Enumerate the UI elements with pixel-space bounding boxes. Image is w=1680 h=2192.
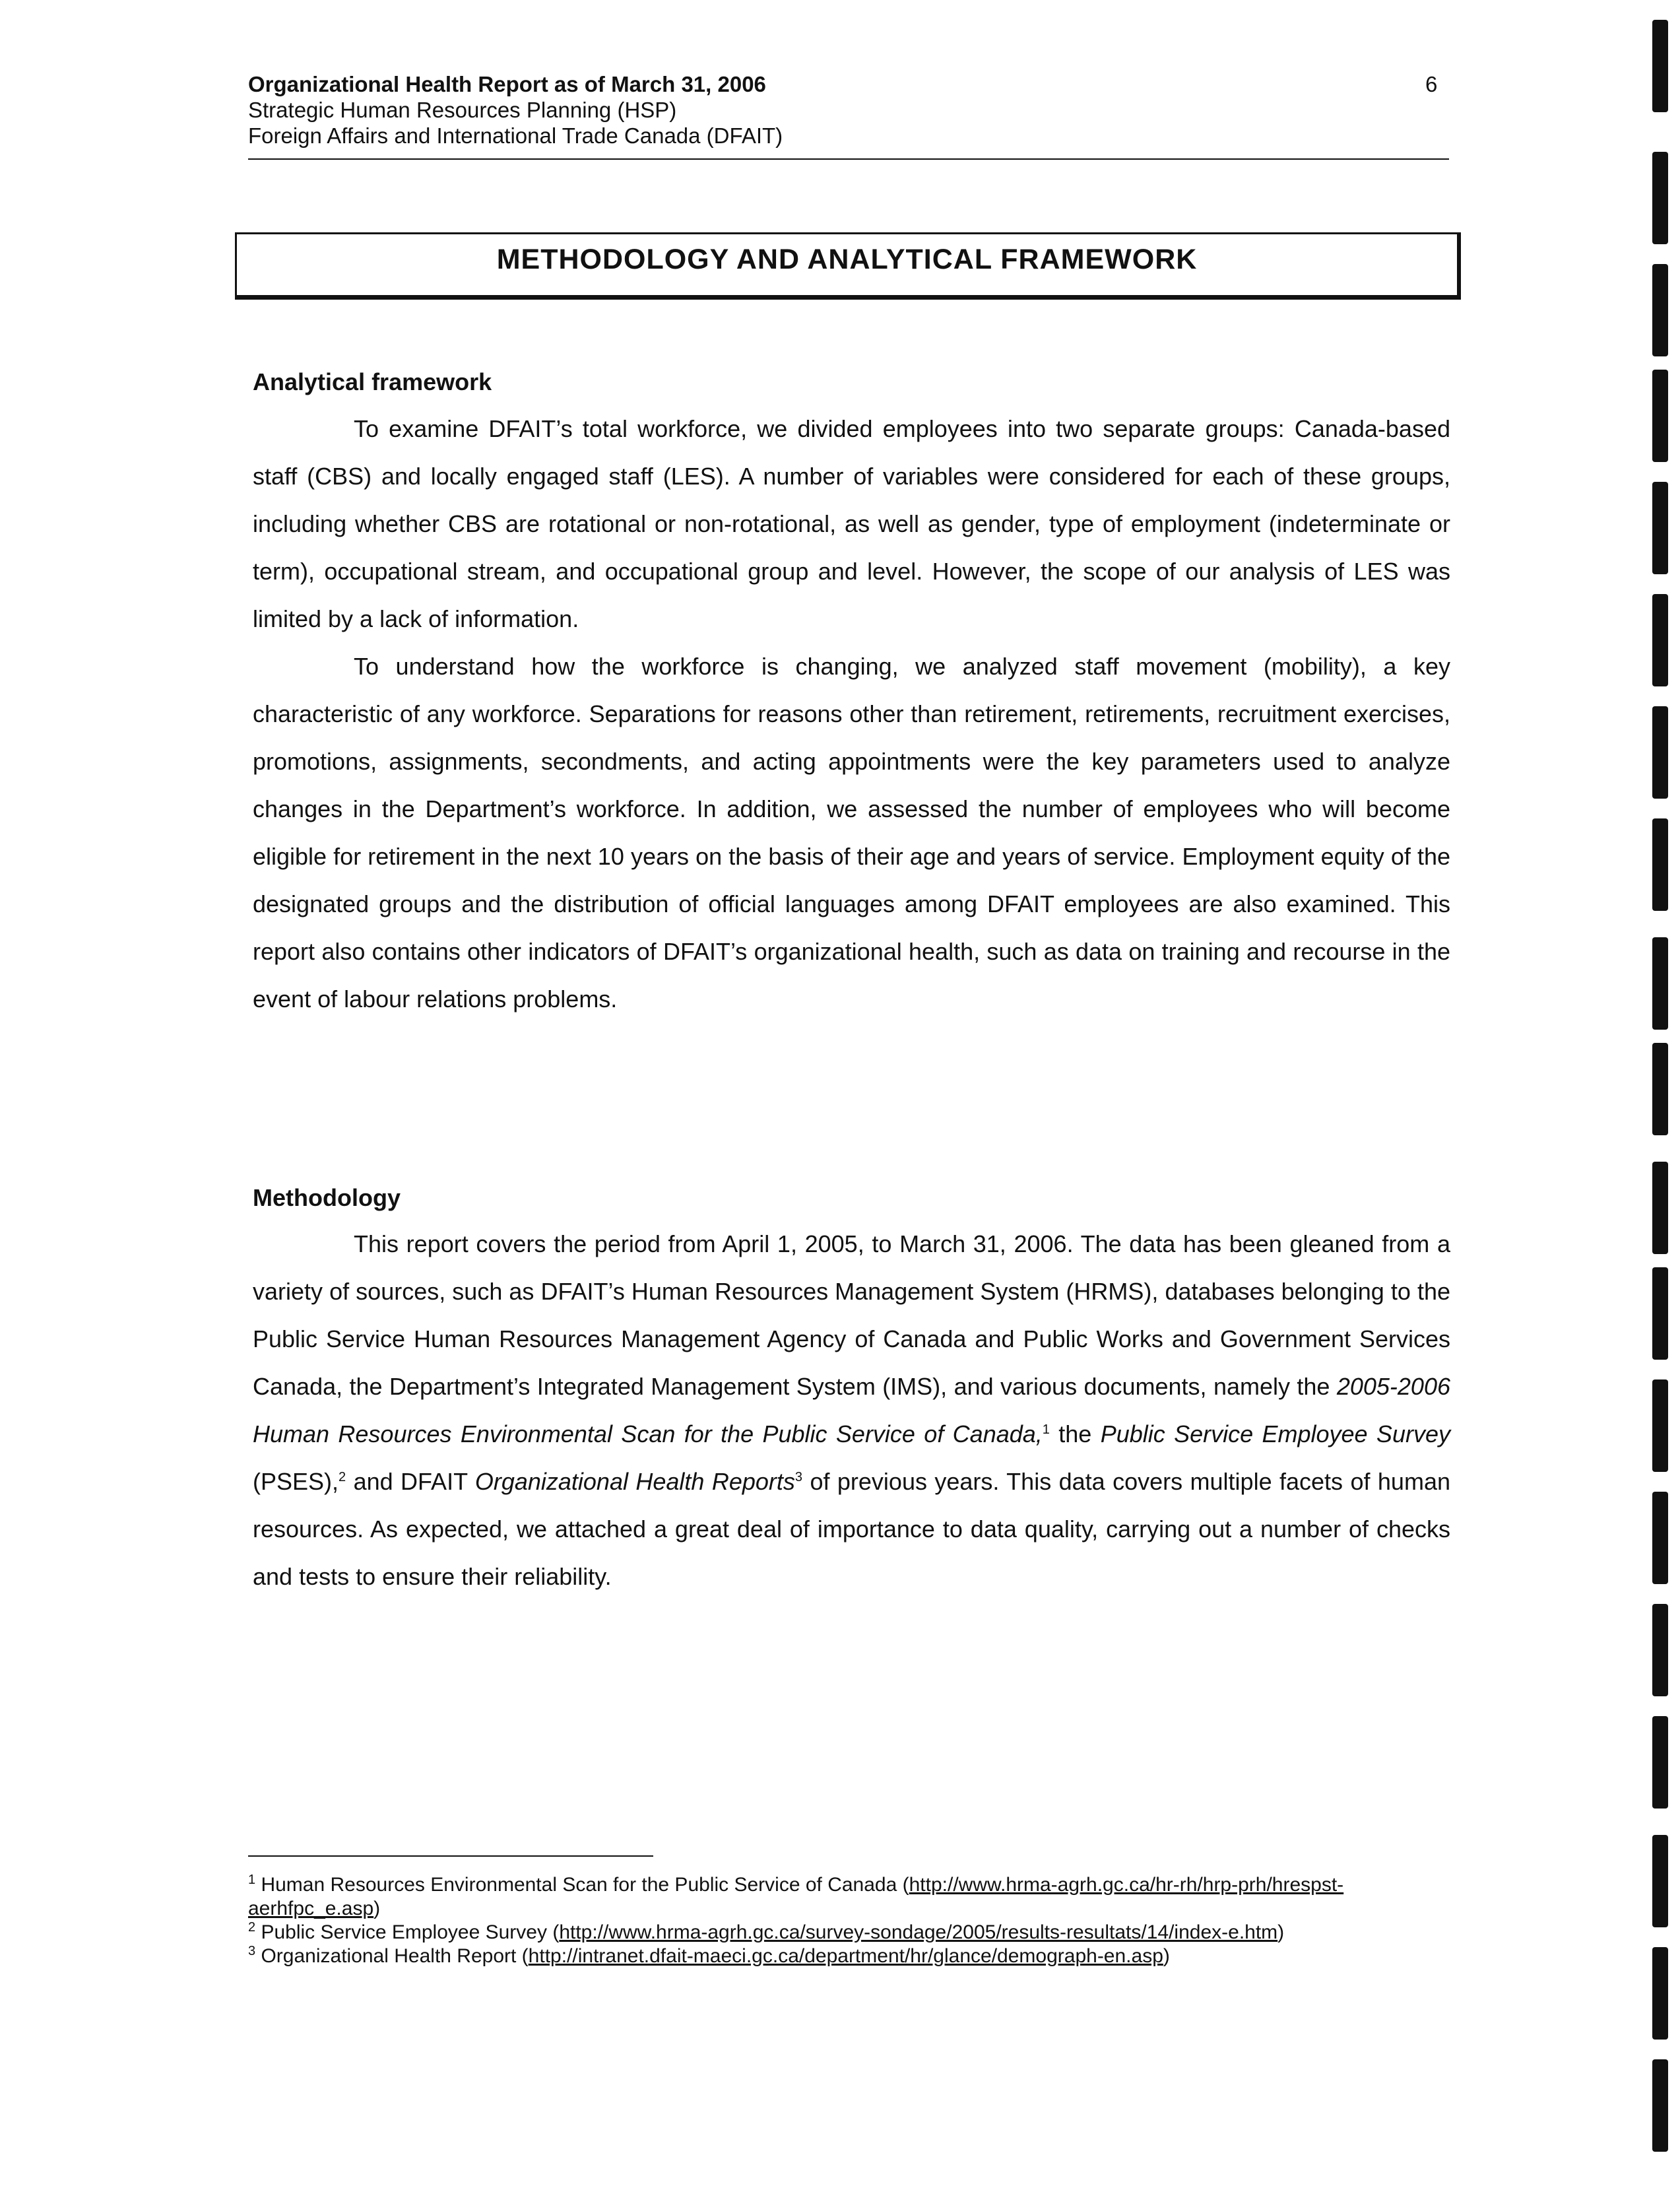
section-title-box	[235, 232, 1461, 300]
footnote-ref: 1	[1042, 1422, 1050, 1437]
footnote-text: )	[1277, 1921, 1285, 1943]
running-header	[248, 71, 1449, 149]
header-division: Strategic Human Resources Planning (HSP)	[248, 98, 677, 122]
text-run: (PSES),	[253, 1468, 339, 1495]
binding-mark	[1652, 264, 1668, 356]
footnote-item	[248, 1873, 1456, 1921]
footnote-link[interactable]: http://www.hrma-agrh.gc.ca/hr-rh/hrp-prh/hrespst-aerhfpc_e.asp	[248, 1874, 1344, 1919]
binding-mark	[1652, 1043, 1668, 1135]
footnote-link[interactable]: http://intranet.dfait-maeci.gc.ca/department/hr/glance/demograph-en.asp	[528, 1945, 1163, 1967]
binding-mark	[1652, 1716, 1668, 1809]
cited-title: Organizational Health Reports	[474, 1468, 795, 1495]
footnote-text: Organizational Health Report (	[255, 1945, 529, 1967]
header-department: Foreign Affairs and International Trade Canada (DFAIT)	[248, 123, 783, 148]
text-run: and DFAIT	[346, 1468, 475, 1495]
binding-mark	[1652, 1947, 1668, 2040]
paragraph: To examine DFAIT’s total workforce, we divided employees into two separate groups: Canada-based staff (CBS) and locally engaged staff (LES). A number of variables were considered for each of these groups, including whether CBS are rotational or non-rotational, as well as gender, type of employment (indeterminate or term), occupational stream, and occupational group and level. However, the scope of our analysis of LES was limited by a lack of information.	[253, 415, 1450, 632]
footnote-number: 2	[248, 1920, 256, 1935]
footnote-text: Human Resources Environmental Scan for the Public Service of Canada (	[255, 1874, 909, 1896]
binding-mark	[1652, 152, 1668, 244]
binding-mark	[1652, 1492, 1668, 1584]
header-divider	[248, 158, 1449, 160]
cited-title: Public Service Employee Survey	[1100, 1420, 1450, 1447]
footnote-item	[248, 1921, 1456, 1944]
footnote-number: 1	[248, 1873, 256, 1887]
analytical-framework-heading: Analytical framework	[253, 368, 492, 395]
text-run: This report covers the period from April 1, 2005, to March 31, 2006. The data has been gleaned from a variety of sources, such as DFAIT’s Human Resources Management System (HRMS), databases belonging to the Public Service Human Resources Management Agency of Canada and Public Works and Government Services Canada, the Department’s Integrated Management System (IMS), and various documents, namely the	[253, 1230, 1450, 1400]
footnote-ref: 3	[794, 1470, 803, 1484]
binding-mark	[1652, 1604, 1668, 1696]
section-title: METHODOLOGY AND ANALYTICAL FRAMEWORK	[496, 243, 1198, 275]
binding-mark	[1652, 937, 1668, 1030]
text-run: the	[1049, 1420, 1101, 1447]
binding-mark	[1652, 1267, 1668, 1360]
binding-mark	[1652, 818, 1668, 911]
footnote-number: 3	[248, 1944, 256, 1958]
methodology-body	[253, 1220, 1450, 1601]
binding-mark	[1652, 1835, 1668, 1927]
text-run: of previous years. This data covers multiple facets of human resources. As expected, we attached a great deal of importance to data quality, carrying out a number of checks and tests to ensure their reliability.	[253, 1468, 1450, 1590]
binding-mark	[1652, 2059, 1668, 2152]
binding-mark	[1652, 482, 1668, 574]
binding-mark	[1652, 20, 1668, 112]
footnote-ref: 2	[339, 1470, 346, 1484]
binding-mark	[1652, 1379, 1668, 1472]
footnote-text: )	[1163, 1945, 1170, 1967]
report-title: Organizational Health Report as of March 31, 2006	[248, 72, 766, 96]
footnote-item	[248, 1944, 1456, 1968]
footnote-text: Public Service Employee Survey (	[255, 1921, 560, 1943]
cited-title: 2005-2006 Human Resources Environmental Scan for the Public Service of Canada,	[253, 1373, 1450, 1447]
binding-mark	[1652, 370, 1668, 462]
footnotes	[248, 1873, 1456, 1968]
footnote-text: )	[373, 1898, 381, 1919]
analytical-framework-body	[253, 405, 1450, 1023]
page-number: 6	[1425, 72, 1438, 96]
binding-mark	[1652, 594, 1668, 686]
binding-mark	[1652, 706, 1668, 799]
paragraph	[253, 1220, 1450, 1601]
methodology-heading: Methodology	[253, 1184, 401, 1211]
binding-mark	[1652, 1162, 1668, 1254]
footnote-link[interactable]: http://www.hrma-agrh.gc.ca/survey-sondage/2005/results-resultats/14/index-e.htm	[559, 1921, 1278, 1943]
paragraph: To understand how the workforce is changing, we analyzed staff movement (mobility), a key characteristic of any workforce. Separations for reasons other than retirement, retirements, recruitment exercises, promotions, assignments, secondments, and acting appointments were the key parameters used to analyze changes in the Department’s workforce. In addition, we assessed the number of employees who will become eligible for retirement in the next 10 years on the basis of their age and years of service. Employment equity of the designated groups and the distribution of official languages among DFAIT employees are also examined. This report also contains other indicators of DFAIT’s organizational health, such as data on training and recourse in the event of labour relations problems.	[253, 653, 1450, 1013]
footnote-divider	[248, 1855, 653, 1857]
